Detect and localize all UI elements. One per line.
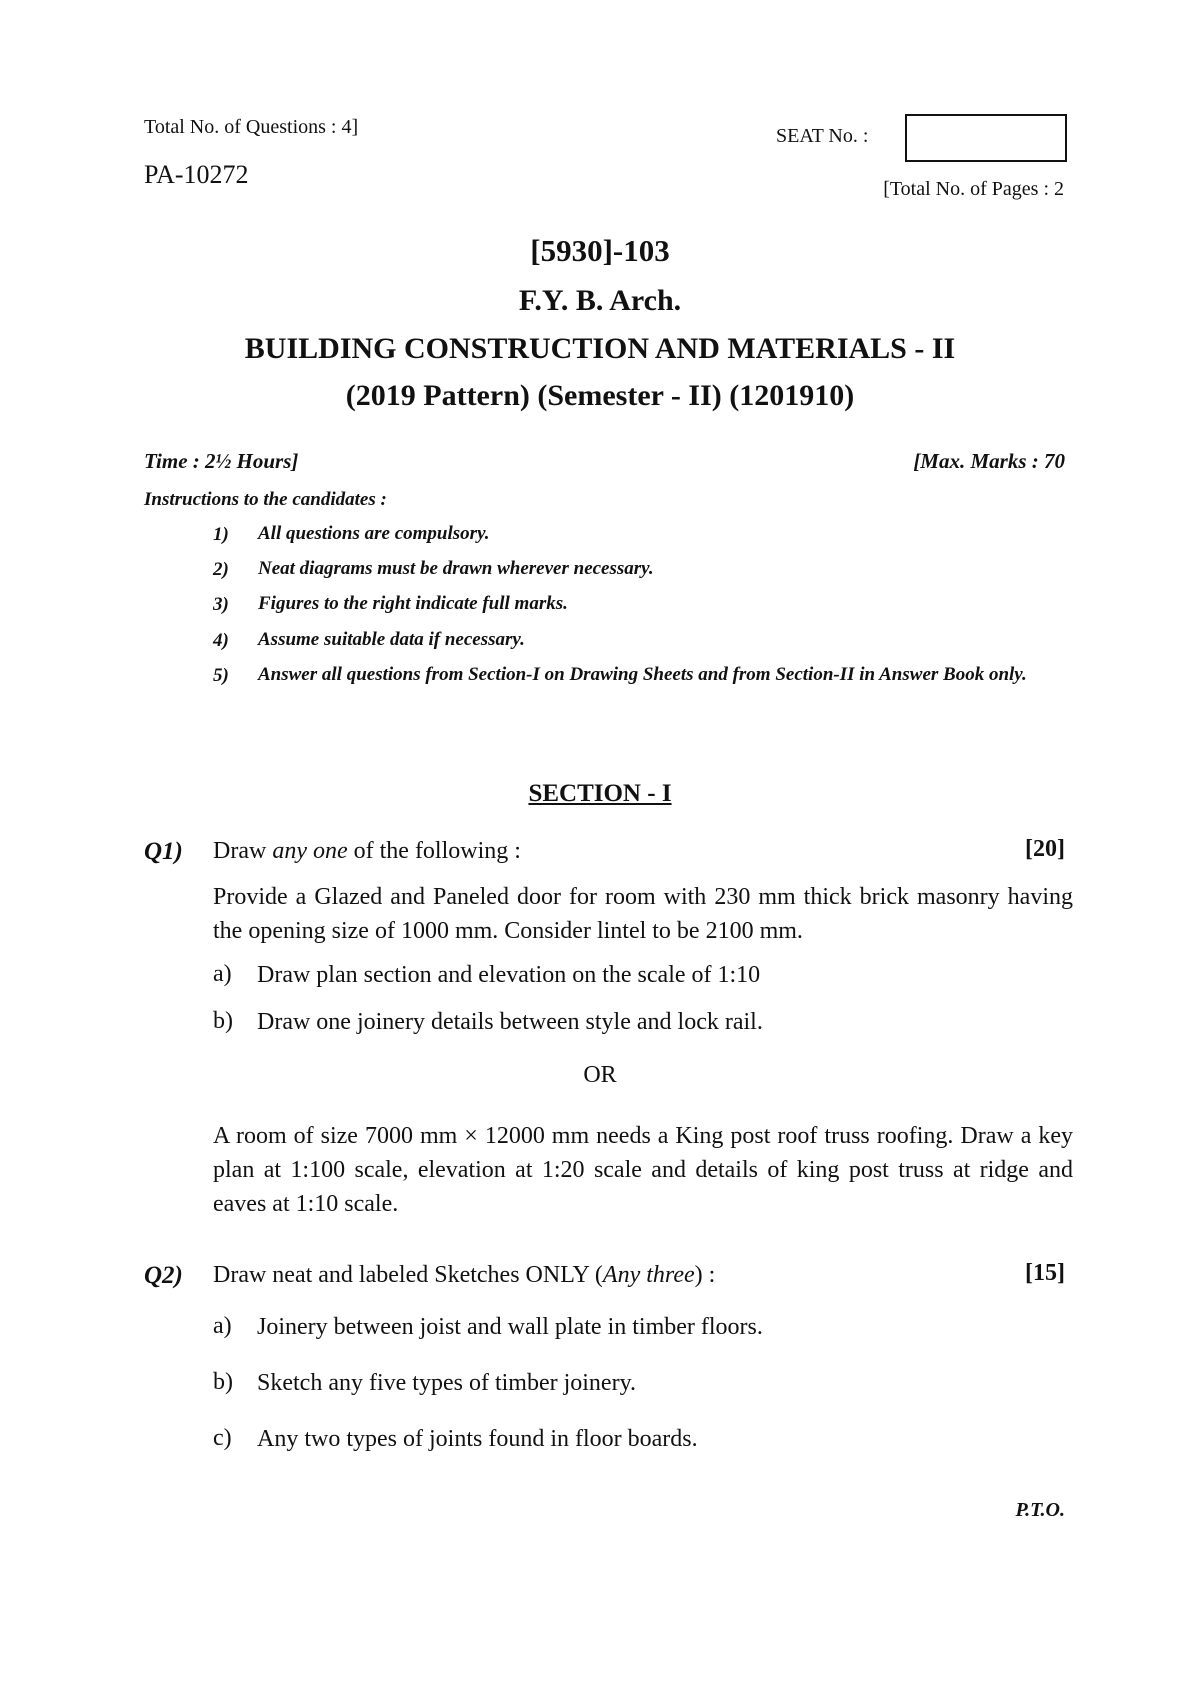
q2-prompt-text: Draw neat and labeled Sketches ONLY ( — [213, 1262, 603, 1288]
q2-sub-text: Joinery between joist and wall plate in timber floors. — [257, 1314, 763, 1340]
section-title — [0, 780, 1200, 808]
q1-sub-letter: b) — [213, 1008, 233, 1034]
exam-code: [5930]-103 — [530, 233, 670, 268]
instruction-text: Assume suitable data if necessary. — [258, 629, 525, 650]
course-title: F.Y. B. Arch. — [518, 284, 682, 317]
total-pages: [Total No. of Pages : 2 — [883, 178, 1064, 200]
max-marks: [Max. Marks : 70 — [913, 449, 1065, 473]
seat-label: SEAT No. : — [776, 125, 869, 147]
section-title-text: SECTION - I — [528, 780, 672, 807]
instruction-number: 1) — [213, 524, 229, 545]
q1-prompt-text: Draw — [213, 838, 273, 864]
q1-alternative-paragraph: A room of size 7000 mm × 12000 mm needs a King post roof truss roofing. Draw a key plan at 1:100 scale, elevation at 1:20 scale and details of king post truss at ridge and eaves at 1:10 scale. — [213, 1123, 1073, 1217]
q2-sub-letter: a) — [213, 1313, 232, 1339]
instructions-heading: Instructions to the candidates : — [144, 489, 387, 510]
q2-marks: [15] — [1025, 1260, 1065, 1286]
q2-sub-letter: b) — [213, 1369, 233, 1395]
q2-prompt-emphasis: Any three — [602, 1262, 695, 1288]
paper-code: PA-10272 — [144, 160, 249, 189]
q1-prompt — [213, 834, 521, 868]
instruction-number: 5) — [213, 665, 229, 686]
instruction-number: 4) — [213, 630, 229, 651]
q1-prompt-emphasis: any one — [272, 838, 348, 864]
q2-label: Q2) — [144, 1262, 183, 1289]
exam-time: Time : 2½ Hours] — [144, 449, 299, 473]
q1-marks: [20] — [1025, 836, 1065, 862]
instruction-text: Figures to the right indicate full marks. — [258, 593, 568, 614]
pto-marker: P.T.O. — [1015, 1499, 1065, 1521]
q1-label: Q1) — [144, 838, 183, 865]
seat-number-box[interactable] — [905, 114, 1067, 162]
instruction-number: 2) — [213, 559, 229, 580]
q2-sub-text: Any two types of joints found in floor boards. — [257, 1426, 698, 1452]
instruction-text: All questions are compulsory. — [258, 523, 490, 544]
q1-sub-letter: a) — [213, 961, 232, 987]
or-separator: OR — [583, 1062, 617, 1088]
instruction-text: Answer all questions from Section-I on Drawing Sheets and from Section-II in Answer Book only. — [258, 664, 1027, 685]
instruction-number: 3) — [213, 594, 229, 615]
total-questions: Total No. of Questions : 4] — [144, 116, 359, 138]
q2-prompt — [213, 1258, 715, 1292]
q1-sub-text: Draw plan section and elevation on the scale of 1:10 — [257, 962, 761, 988]
q2-prompt-text: ) : — [694, 1262, 716, 1288]
subject-title: BUILDING CONSTRUCTION AND MATERIALS - II — [244, 332, 956, 365]
q1-paragraph: Provide a Glazed and Paneled door for room with 230 mm thick brick masonry having the opening size of 1000 mm. Consider lintel to be 2100 mm. — [213, 884, 1073, 944]
q2-sub-letter: c) — [213, 1425, 232, 1451]
q1-sub-text: Draw one joinery details between style and lock rail. — [257, 1009, 763, 1035]
pattern-line: (2019 Pattern) (Semester - II) (1201910) — [345, 379, 855, 412]
q2-sub-text: Sketch any five types of timber joinery. — [257, 1370, 637, 1396]
q1-prompt-text: of the following : — [347, 838, 521, 864]
instruction-text: Neat diagrams must be drawn wherever necessary. — [258, 558, 654, 579]
